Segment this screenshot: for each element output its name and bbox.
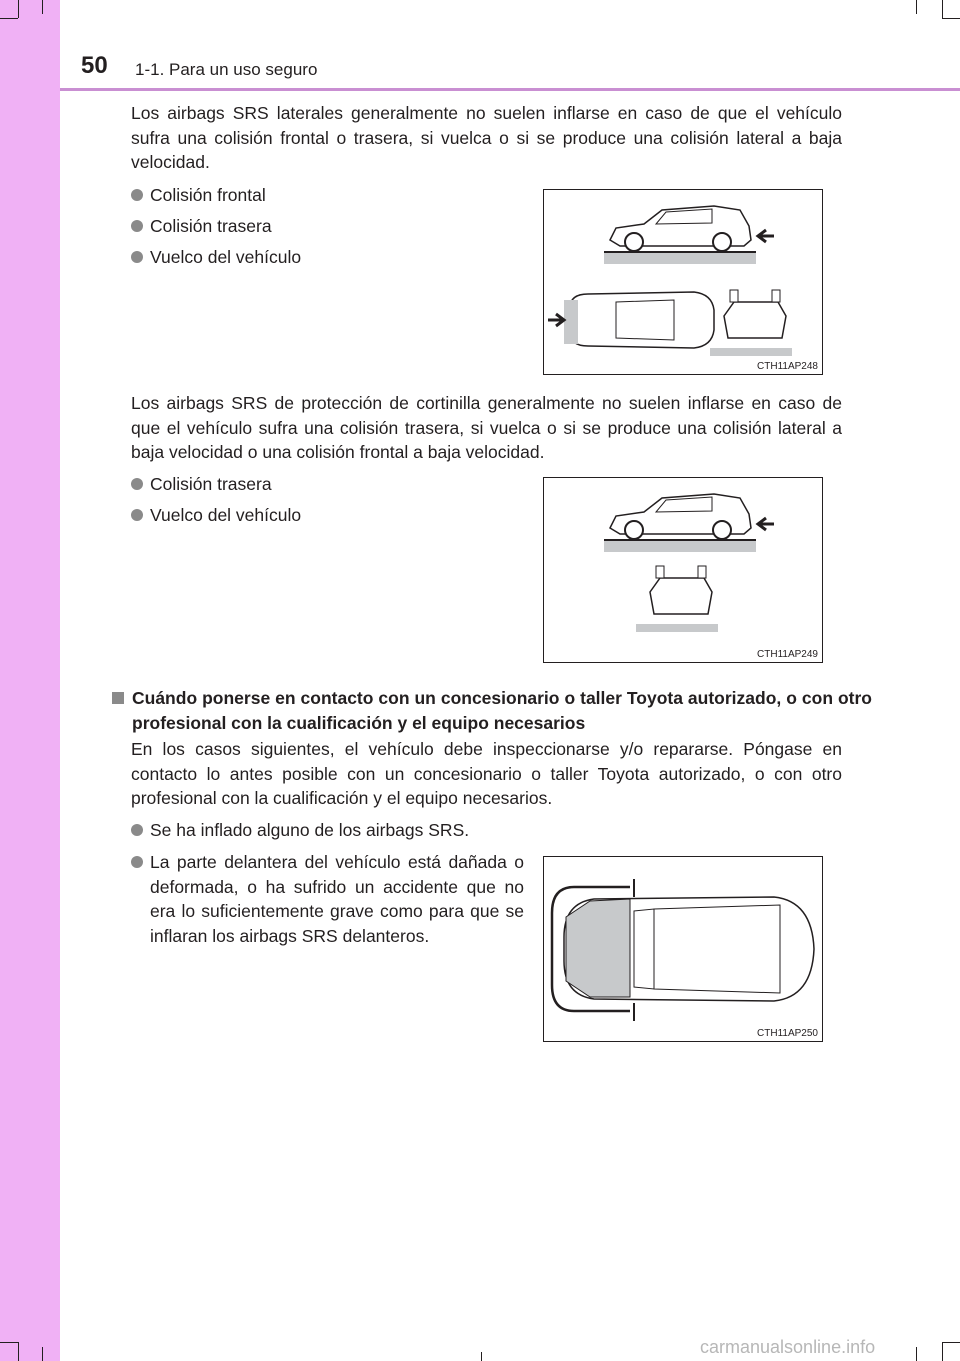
crop-mark [0, 1342, 18, 1343]
list-item-text: Colisión trasera [150, 216, 272, 236]
crop-mark [942, 1342, 943, 1361]
crop-mark [916, 0, 917, 14]
bullet-icon [131, 189, 143, 201]
car-collision-illustration [544, 190, 822, 374]
list-item [131, 214, 272, 239]
crop-mark [42, 1347, 43, 1361]
bullet-icon [131, 251, 143, 263]
side-airbag-paragraph: Los airbags SRS laterales generalmente no suelen inflarse en caso de que el vehículo sufra una colisión frontal o trasera, si vuelca o si se produce una colisión lateral a baja velocidad. [131, 103, 842, 172]
contact-paragraph: En los casos siguientes, el vehículo debe inspeccionarse y/o repararse. Póngase en contacto lo antes posible con un concesionario o taller Toyota autorizado, o con otro profesional con la cualificación y el equipo necesarios. [131, 739, 842, 808]
list-item-text: Vuelco del vehículo [150, 505, 302, 525]
list-item [131, 183, 266, 208]
watermark: carmanualsonline.info [700, 1337, 876, 1357]
figure-front-damage [543, 856, 823, 1042]
page-number: 50 [81, 52, 108, 79]
header-rule [60, 88, 960, 91]
list-item [131, 850, 524, 948]
car-top-view-illustration [544, 857, 822, 1041]
crop-mark [42, 0, 43, 14]
left-margin-band [0, 0, 60, 1361]
list-item-text: Colisión trasera [150, 474, 272, 494]
heading-square-icon [112, 692, 124, 704]
section-title: 1-1. Para un uso seguro [135, 60, 318, 79]
bullet-icon [131, 509, 143, 521]
bullet-icon [131, 220, 143, 232]
figure-side-airbag-collisions [543, 189, 823, 375]
list-item [131, 818, 469, 843]
list-item-text: Colisión frontal [150, 185, 266, 205]
list-item-text: Se ha inflado alguno de los airbags SRS. [150, 820, 470, 840]
list-item [131, 245, 301, 270]
crop-mark [0, 18, 18, 19]
crop-mark [942, 1342, 960, 1343]
crop-mark [942, 18, 960, 19]
contact-heading-text: Cuándo ponerse en contacto con un concesionario o taller Toyota autorizado, o con otro profesional con la cualificación y el equipo necesarios [132, 688, 872, 733]
figure-code: CTH11AP248 [757, 361, 818, 372]
crop-mark [18, 1342, 19, 1361]
list-item-text: La parte delantera del vehículo está dañada o deformada, o ha sufrido un accidente que no era lo suficientemente grave como para que se inflaran los airbags SRS delanteros. [150, 852, 524, 946]
curtain-airbag-paragraph: Los airbags SRS de protección de cortinilla generalmente no suelen inflarse en caso de que el vehículo sufra una colisión trasera, si vuelca o si se produce una colisión lateral a baja velocidad o una colisión frontal a baja velocidad. [131, 393, 842, 462]
list-item [131, 472, 272, 497]
contact-heading [112, 686, 872, 735]
bullet-icon [131, 478, 143, 490]
crop-mark [916, 1347, 917, 1361]
car-collision-illustration [544, 478, 822, 662]
figure-code: CTH11AP250 [757, 1028, 818, 1039]
figure-curtain-airbag-collisions [543, 477, 823, 663]
list-item-text: Vuelco del vehículo [150, 247, 302, 267]
list-item [131, 503, 301, 528]
bullet-icon [131, 856, 143, 868]
crop-mark [942, 0, 943, 18]
bullet-icon [131, 824, 143, 836]
crop-mark [18, 0, 19, 18]
figure-code: CTH11AP249 [757, 649, 818, 660]
crop-mark [481, 1352, 482, 1361]
